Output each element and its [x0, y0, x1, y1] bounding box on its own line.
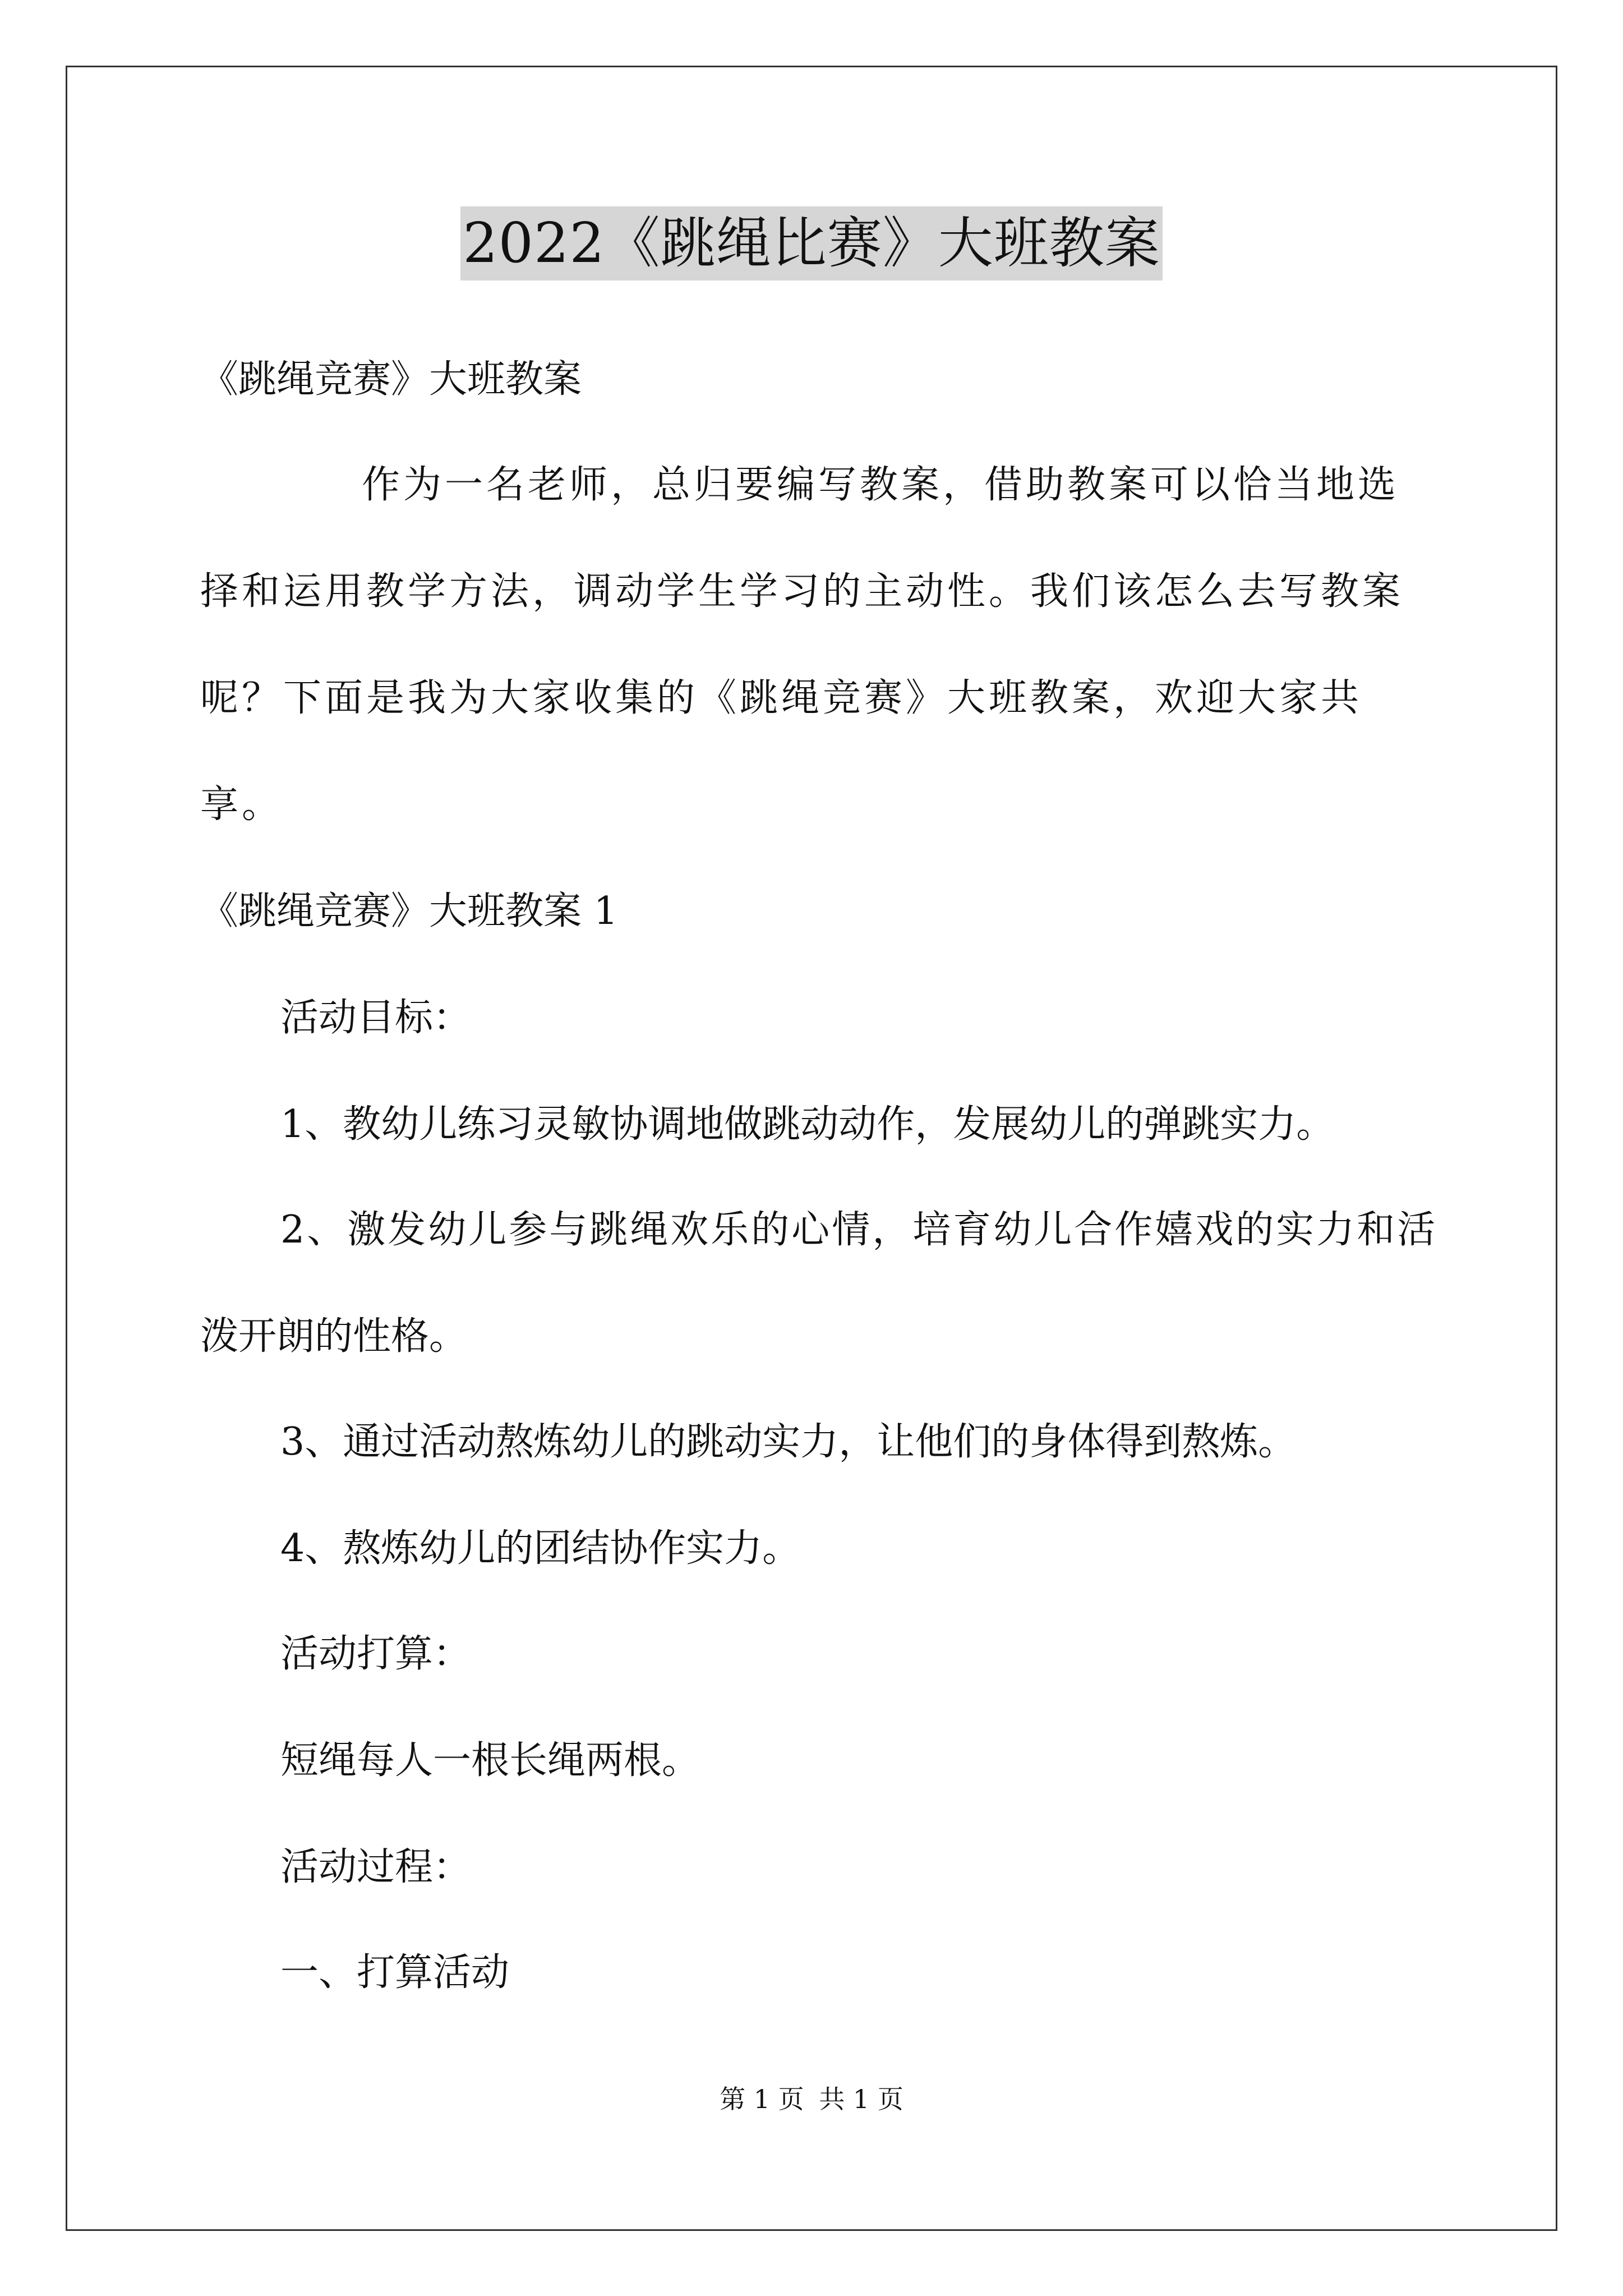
goal-4: 4、熬炼幼儿的团结协作实力。: [280, 1526, 801, 1571]
goal-2-line-2: 泼开朗的性格。: [200, 1314, 468, 1359]
page-number: 第 1 页: [720, 2084, 804, 2114]
process-label: 活动过程：: [280, 1845, 472, 1889]
intro-paragraph: 作为一名老师，总归要编写教案，借助教案可以恰当地选择和运用教学方法，调动学生学习的主动性。我们该怎么去写教案呢？下面是我为大家收集的《跳绳竞赛》大班教案，欢迎大家共享。: [200, 463, 1404, 827]
page-footer: [0, 2082, 1623, 2116]
subtitle: 《跳绳竞赛》大班教案: [200, 357, 582, 402]
goals-label: 活动目标：: [280, 996, 472, 1040]
step-1: 一、打算活动: [280, 1950, 510, 1995]
goal-3: 3、通过活动熬炼幼儿的跳动实力，让他们的身体得到熬炼。: [280, 1420, 1297, 1464]
total-pages: 共 1 页: [819, 2084, 903, 2114]
prep-text: 短绳每人一根长绳两根。: [280, 1738, 700, 1783]
goal-2-line-1: 2、激发幼儿参与跳绳欢乐的心情，培育幼儿合作嬉戏的实力和活: [280, 1208, 1438, 1252]
goal-1: 1、教幼儿练习灵敏协调地做跳动动作，发展幼儿的弹跳实力。: [280, 1102, 1335, 1147]
document-title: 2022《跳绳比赛》大班教案: [460, 206, 1162, 280]
title-container: [0, 206, 1623, 280]
section-heading: 《跳绳竞赛》大班教案 1: [200, 889, 618, 933]
prep-label: 活动打算：: [280, 1632, 472, 1676]
